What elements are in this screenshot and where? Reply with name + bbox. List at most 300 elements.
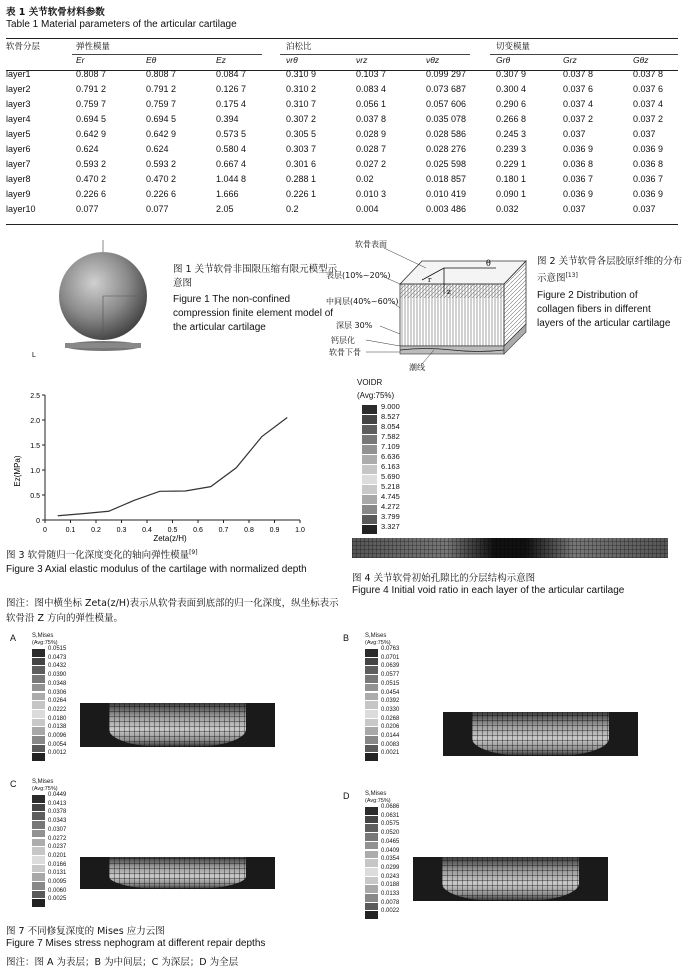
fig7-panel-a [10,633,290,763]
legend-swatch [32,872,45,881]
legend-value: 0.0012 [48,750,67,757]
legend-value: 7.109 [381,442,400,451]
fig7-caption-en: Figure 7 Mises stress nephogram at different repair depths [6,938,266,949]
legend-value: 8.527 [381,412,400,421]
table-cell: 0.593 2 [146,159,177,169]
legend-swatch [362,454,377,464]
legend-value: 6.163 [381,462,400,471]
fig7-caption-cn: 图 7 不同修复深度的 Mises 应力云图 [6,926,165,937]
fig3-note: 图注：图中横坐标 Zeta(z/H)表示从软骨表面到底部的归一化深度，纵坐标表示软骨沿 Z 方向的弹性模量。 [6,598,339,624]
legend-swatch [32,811,45,820]
subhead-8: Gθz [633,55,649,65]
legend-subtitle: (Avg:75%) [32,786,58,792]
legend-swatch [365,657,378,666]
table-cell: 0.573 5 [216,129,247,139]
table-cell: 0.099 297 [426,69,467,79]
legend-swatch [365,744,378,753]
legend-value: 0.0392 [381,698,400,705]
legend-subtitle: (Avg:75%) [365,640,391,646]
table-cell: 0.310 9 [286,69,317,79]
legend-value: 0.0306 [48,689,67,696]
legend-swatch [365,806,378,815]
table-cell: 0.229 1 [496,159,527,169]
legend-swatch [365,841,378,850]
fig2-theta: θ [486,259,491,268]
subhead-4: νrz [356,55,368,65]
legend-swatch [365,858,378,867]
legend-value: 0.0701 [381,654,400,661]
legend-value: 0.0095 [48,879,67,885]
layer-name-cell: layer2 [6,84,31,94]
legend-value: 3.799 [381,512,400,521]
y-tick-label: 2.0 [30,418,40,425]
legend-swatch [32,648,45,657]
legend-swatch [365,674,378,683]
legend-swatch [32,735,45,744]
table-cell: 0.037 4 [563,99,594,109]
legend-value: 0.0025 [48,896,67,903]
table-row [6,97,678,112]
table-cell: 0.036 9 [633,189,664,199]
table-cell: 0.470 2 [76,174,107,184]
table-cell: 1.044 8 [216,174,247,184]
legend-value: 0.0237 [48,844,67,851]
legend-value: 0.0166 [48,861,67,868]
sphere-fem-model [30,240,170,360]
table-cell: 0.300 4 [496,84,527,94]
legend-swatch [365,876,378,885]
legend-value: 0.0686 [381,804,400,810]
legend-swatch [365,692,378,701]
legend-swatch [365,752,378,761]
table-row [6,157,678,172]
legend-value: 0.0465 [381,838,400,845]
legend-swatch [365,709,378,718]
table-cell: 0.003 486 [426,204,467,214]
table-cell: 0.037 4 [633,99,664,109]
panel-letter: C [10,779,17,789]
layer-name-cell: layer7 [6,159,31,169]
legend-title: S,Mises [32,633,54,639]
table-cell: 0.018 857 [426,174,467,184]
table-cell: 0.759 7 [76,99,107,109]
table-cell: 0.808 7 [76,69,107,79]
legend-value: 0.0432 [48,663,67,670]
legend-swatch [365,823,378,832]
table-cell: 0.301 6 [286,159,317,169]
legend-value: 0.0348 [48,680,67,687]
stress-mesh [80,857,275,889]
table-cell: 0.037 [563,204,586,214]
legend-swatch [362,484,377,494]
legend-value: 0.0222 [48,706,67,713]
table-cell: 0.02 [356,174,374,184]
legend-value: 0.0330 [381,706,400,713]
legend-value: 0.0268 [381,715,400,722]
legend-swatch [32,890,45,899]
table-title-en: Table 1 Material parameters of the articular cartilage [6,19,237,30]
legend-subtitle: (Avg:75%) [365,798,391,804]
table-cell: 2.05 [216,204,234,214]
x-axis-label: Zeta(z/H) [153,534,187,543]
fig7-panel-b [343,633,643,763]
series-line [58,418,288,516]
label-middle: 中间层(40%~60%) [326,297,399,306]
legend-value: 9.000 [381,402,400,411]
y-axis-label: Ez(MPa) [13,455,22,487]
table-cell: 0.303 7 [286,144,317,154]
legend-swatch [32,881,45,890]
fig4-caption-en: Figure 4 Initial void ratio in each layer of the articular cartilage [352,585,625,596]
table-cell: 0.226 6 [76,189,107,199]
table-cell: 0.036 8 [633,159,664,169]
legend-value: 4.272 [381,502,400,511]
x-tick-label: 0.6 [193,527,203,534]
label-superficial: 表层(10%~20%) [326,271,391,280]
y-tick-label: 1.5 [30,443,40,450]
table-cell: 0.288 1 [286,174,317,184]
legend-value: 0.0299 [381,864,400,871]
legend-value: 0.0631 [381,812,400,819]
legend-value: 0.0515 [48,646,67,652]
legend-swatch [32,820,45,829]
fig7-panel-d [343,791,643,921]
table-cell: 0.037 8 [633,69,664,79]
legend-value: 0.0454 [381,689,400,696]
x-tick-label: 0.5 [167,527,178,534]
legend-swatch [362,474,377,484]
col-layer-header: 软骨分层 [6,41,41,51]
legend-value: 3.327 [381,522,400,531]
legend-swatch [32,855,45,864]
fig2-z: z [447,288,451,296]
y-tick-label: 2.5 [30,393,40,400]
table-cell: 0.037 6 [633,84,664,94]
fig1-caption-en: Figure 1 The non-confined compression finite element model of the articular cartilage [173,294,334,333]
table-cell: 0.028 7 [356,144,387,154]
table-cell: 0.035 078 [426,114,467,124]
table-cell: 0.036 7 [563,174,594,184]
legend-value: 0.0763 [381,646,400,652]
table-bottom-rule [6,224,678,225]
legend-swatch [365,893,378,902]
legend-value: 0.0264 [48,698,67,705]
legend-value: 6.636 [381,452,400,461]
layer-name-cell: layer4 [6,114,31,124]
collagen-layer-diagram [326,236,538,372]
table-cell: 0.310 2 [286,84,317,94]
table-cell: 0.036 8 [563,159,594,169]
legend-swatch [32,846,45,855]
table-cell: 0.580 4 [216,144,247,154]
legend-value: 0.0243 [381,873,400,880]
legend-swatch [32,744,45,753]
legend-swatch [365,867,378,876]
legend-swatch [32,838,45,847]
fig7-note: 图注：图 A 为表层；B 为中间层；C 为深层；D 为全层 [6,957,239,968]
panel-letter: D [343,791,350,801]
legend-value: 0.0021 [381,750,400,757]
table-cell: 0.036 9 [563,144,594,154]
legend-value: 0.0054 [48,741,67,748]
fig3-caption-en: Figure 3 Axial elastic modulus of the cartilage with normalized depth [6,564,307,575]
legend-swatch [365,815,378,824]
legend-swatch [32,692,45,701]
legend-swatch [365,683,378,692]
legend-value: 0.0449 [48,792,67,798]
fig1-caption-cn: 图 1 关节软骨非围限压缩有限元模型示意图 [173,264,338,289]
legend-value: 0.0520 [381,830,400,837]
table-cell: 0.642 9 [146,129,177,139]
table-cell: 0.126 7 [216,84,247,94]
table-cell: 0.073 687 [426,84,467,94]
legend-swatch [365,735,378,744]
table-cell: 0.010 3 [356,189,387,199]
table-cell: 0.791 2 [146,84,177,94]
legend-swatch [365,850,378,859]
group-header-elastic: 弹性模量 [76,41,111,51]
legend-swatch [32,700,45,709]
legend-swatch [32,657,45,666]
legend-value: 0.0272 [48,835,67,842]
table-cell: 0.084 7 [216,69,247,79]
table-cell: 0.004 [356,204,379,214]
table-cell: 0.266 8 [496,114,527,124]
table-cell: 0.057 606 [426,99,467,109]
legend-value: 0.0188 [381,882,400,889]
legend-swatch [365,910,378,919]
legend-swatch [362,514,377,524]
table-cell: 0.028 276 [426,144,467,154]
table-cell: 0.290 6 [496,99,527,109]
subhead-blank [6,53,76,67]
layer-name-cell: layer3 [6,99,31,109]
legend-title: S,Mises [32,779,54,785]
legend-value: 0.0343 [48,818,67,825]
table-cell: 0.2 [286,204,299,214]
table-cell: 0.226 6 [146,189,177,199]
layer-name-cell: layer1 [6,69,31,79]
y-tick-label: 0.5 [30,493,40,500]
legend-value: 5.690 [381,472,400,481]
legend-swatch [32,864,45,873]
table-cell: 0.056 1 [356,99,387,109]
table-cell: 0.470 2 [146,174,177,184]
legend-swatch [362,414,377,424]
table-row [6,127,678,142]
legend-swatch [32,794,45,803]
legend-value: 0.0515 [381,680,400,687]
table-cell: 0.077 [76,204,99,214]
legend-value: 0.0354 [381,856,400,863]
legend-swatch [365,665,378,674]
table-cell: 0.037 [633,129,656,139]
table-row [6,82,678,97]
legend-value: 0.0473 [48,654,67,661]
table-cell: 0.305 5 [286,129,317,139]
table-cell: 0.593 2 [76,159,107,169]
label-tidemark: 潮线 [409,363,425,372]
legend-swatch [365,700,378,709]
table-row [6,67,678,82]
table-row [6,187,678,202]
y-tick-label: 0 [36,518,40,525]
legend-value: 0.0022 [381,908,400,915]
fig7-panel-c [10,779,290,909]
layer-name-cell: layer6 [6,144,31,154]
legend-swatch [32,674,45,683]
table-top-rule [6,38,678,39]
table-cell: 0.624 [146,144,169,154]
table-row [6,142,678,157]
legend-value: 0.0060 [48,887,67,894]
table-cell: 0.025 598 [426,159,467,169]
group-header-shear: 切变模量 [496,41,531,51]
legend-subtitle: (Avg:75%) [32,640,58,646]
fig2-caption-en: Figure 2 Distribution of collagen fibers in different layers of the articular cartilage [537,290,671,329]
table-cell: 0.037 6 [563,84,594,94]
table-cell: 0.083 4 [356,84,387,94]
legend-value: 0.0144 [381,733,400,739]
table-cell: 0.226 1 [286,189,317,199]
legend-swatch [32,803,45,812]
legend-value: 0.0639 [381,663,400,670]
legend-swatch [32,726,45,735]
table-cell: 0.694 5 [146,114,177,124]
y-tick-label: 1.0 [30,468,40,475]
subhead-2: Ez [216,55,226,65]
table-row [6,112,678,127]
table-row [6,172,678,187]
x-tick-label: 1.0 [295,527,305,534]
legend-swatch [32,709,45,718]
table-cell: 0.090 1 [496,189,527,199]
legend-value: 7.582 [381,432,400,441]
label-subchondral: 软骨下骨 [329,348,361,357]
stress-mesh [443,712,638,756]
legend-value: 0.0390 [48,672,67,679]
legend-value: 0.0206 [381,724,400,731]
table-cell: 0.175 4 [216,99,247,109]
legend-swatch [362,494,377,504]
legend-value: 0.0138 [48,724,67,731]
table-cell: 0.394 [216,114,239,124]
legend-swatch [362,404,377,414]
label-deep: 深层 30% [336,321,373,330]
legend-title: S,Mises [365,791,387,797]
fig4-legend-sub: (Avg:75%) [357,391,395,400]
table-cell: 0.027 2 [356,159,387,169]
svg-text:L: L [32,352,36,359]
label-calcified: 钙层化 [331,336,355,345]
fig2-caption-cn: 图 2 关节软骨各层胶原纤维的分布示意图[13] [537,256,683,285]
elastic-modulus-chart [10,385,310,545]
table-cell: 0.307 2 [286,114,317,124]
panel-letter: A [10,633,17,643]
legend-swatch [362,434,377,444]
table-cell: 0.624 [76,144,99,154]
legend-value: 0.0378 [48,809,67,816]
table-cell: 1.666 [216,189,239,199]
legend-swatch [362,524,377,534]
legend-value: 0.0133 [381,891,400,897]
table-cell: 0.036 7 [633,174,664,184]
group-header-poisson: 泊松比 [286,41,312,51]
x-tick-label: 0 [43,527,47,534]
table-cell: 0.037 2 [633,114,664,124]
subhead-5: νθz [426,55,440,65]
table-cell: 0.028 586 [426,129,467,139]
legend-swatch [365,902,378,911]
legend-value: 5.218 [381,482,400,491]
table-cell: 0.037 [563,129,586,139]
table-cell: 0.037 8 [563,69,594,79]
table-cell: 0.103 7 [356,69,387,79]
legend-value: 0.0078 [381,899,400,906]
layer-name-cell: layer5 [6,129,31,139]
legend-swatch [32,683,45,692]
legend-title: S,Mises [365,633,387,639]
table-cell: 0.036 9 [633,144,664,154]
legend-swatch [365,726,378,735]
stress-mesh [413,857,608,901]
fig3-caption-cn: 图 3 软骨随归一化深度变化的轴向弹性模量[9] [6,548,198,561]
legend-value: 4.745 [381,492,400,501]
table-title-cn: 表 1 关节软骨材料参数 [6,7,105,18]
layer-name-cell: layer9 [6,189,31,199]
stress-mesh [80,703,275,747]
table-cell: 0.239 3 [496,144,527,154]
x-tick-label: 0.7 [218,527,229,534]
table-cell: 0.808 7 [146,69,177,79]
table-cell: 0.036 9 [563,189,594,199]
legend-value: 0.0180 [48,715,67,722]
table-cell: 0.310 7 [286,99,317,109]
x-tick-label: 0.2 [91,527,101,534]
layer-name-cell: layer10 [6,204,36,214]
table-cell: 0.037 2 [563,114,594,124]
legend-value: 0.0131 [48,870,67,877]
legend-swatch [32,898,45,907]
fig4-caption-cn: 图 4 关节软骨初始孔隙比的分层结构示意图 [352,573,536,584]
fig2-r: r [428,276,432,284]
legend-swatch [365,884,378,893]
legend-swatch [362,424,377,434]
legend-value: 0.0307 [48,826,67,833]
legend-value: 0.0575 [381,821,400,828]
x-tick-label: 0.9 [269,527,280,534]
subhead-7: Grz [563,55,577,65]
label-surface: 软骨表面 [355,240,387,249]
legend-swatch [365,832,378,841]
legend-swatch [32,665,45,674]
table-cell: 0.245 3 [496,129,527,139]
subhead-6: Grθ [496,55,511,65]
legend-swatch [32,829,45,838]
table-cell: 0.010 419 [426,189,467,199]
material-parameters-table [6,40,678,217]
legend-value: 8.054 [381,422,400,431]
legend-value: 0.0083 [381,741,400,748]
table-cell: 0.307 9 [496,69,527,79]
subhead-3: νrθ [286,55,298,65]
x-tick-label: 0.1 [65,527,76,534]
legend-swatch [362,444,377,454]
legend-value: 0.0201 [48,852,67,859]
x-tick-label: 0.3 [116,527,127,534]
table-cell: 0.077 [146,204,169,214]
x-tick-label: 0.8 [244,527,254,534]
